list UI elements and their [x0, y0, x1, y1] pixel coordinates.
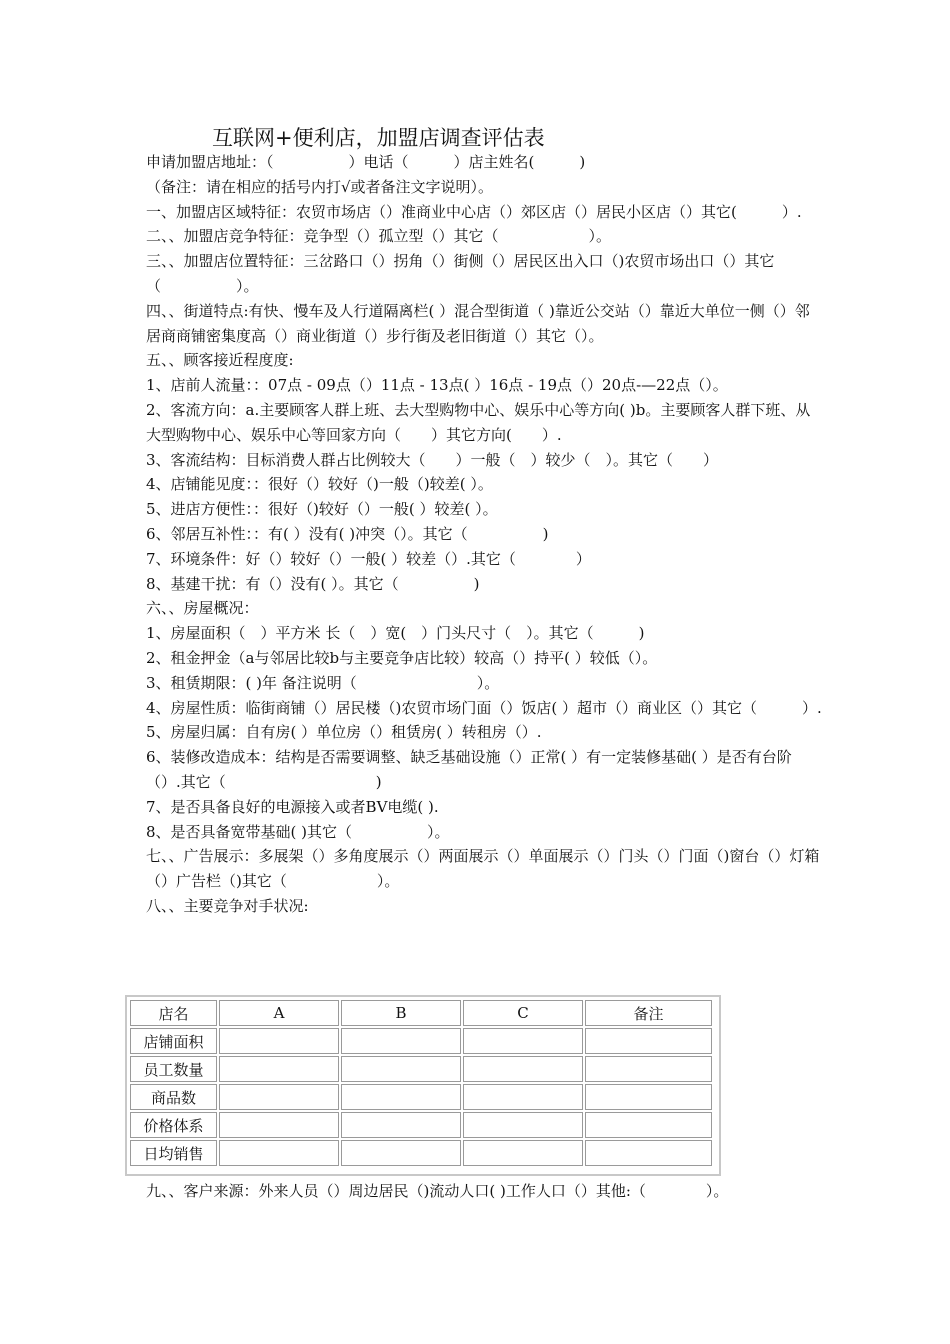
item-house-area: 1、房屋面积（ ）平方米 长（ ）宽( ）门头尺寸（ ）。其它（ )	[146, 624, 645, 643]
competitor-table	[128, 998, 714, 1168]
table-row	[130, 1056, 712, 1082]
table-cell[interactable]	[585, 1028, 712, 1054]
section-6-heading: 六、、房屋概况：	[146, 599, 259, 618]
section-9-customer-source: 九、、客户来源：外来人员（）周边居民（)流动人口( )工作人口（）其他:（ ）。	[146, 1182, 729, 1200]
item-power-supply: 7、是否具备良好的电源接入或者BV电缆( ).	[146, 797, 439, 816]
note-line: （备注：请在相应的括号内打√或者备注文字说明）。	[146, 177, 494, 196]
item-construction-interference: 8、基建干扰：有（）没有( ）。其它（ )	[146, 574, 480, 593]
document-title: 互联网+便利店，加盟店调查评估表	[212, 126, 545, 150]
table-cell[interactable]	[219, 1112, 339, 1138]
item-house-type: 4、房屋性质：临街商铺（）居民楼（)农贸市场门面（）饭店( ）超市（）商业区（）其它（ ）.	[146, 698, 822, 717]
table-cell[interactable]	[219, 1028, 339, 1054]
applicant-info-line: 申请加盟店地址：（ ）电话（ ）店主姓名( )	[146, 153, 586, 171]
table-cell[interactable]	[463, 1084, 583, 1110]
table-cell[interactable]	[341, 1140, 461, 1166]
table-cell[interactable]	[463, 1028, 583, 1054]
header-cell-b: B	[341, 1000, 461, 1026]
row-label-cell: 店铺面积	[130, 1028, 217, 1054]
table-row	[130, 1112, 712, 1138]
row-label-cell: 员工数量	[130, 1056, 217, 1082]
section-2-competition-features: 二、、加盟店竞争特征：竞争型（）孤立型（）其它（ ）。	[146, 227, 612, 246]
section-1-area-features: 一、加盟店区域特征：农贸市场店（）准商业中心店（）郊区店（）居民小区店（）其它( ）.	[146, 202, 802, 221]
table-cell[interactable]	[585, 1140, 712, 1166]
header-cell-notes: 备注	[585, 1000, 712, 1026]
item-broadband: 8、是否具备宽带基础( )其它（ ）。	[146, 822, 450, 841]
row-label-cell: 价格体系	[130, 1112, 217, 1138]
table-row	[130, 1084, 712, 1110]
item-rent-deposit: 2、租金押金（a与邻居比较b与主要竞争店比较）较高（）持平( ）较低（）。	[146, 648, 658, 667]
item-traffic-structure: 3、客流结构：目标消费人群占比例较大（ ）一般（ ）较少（ ）。其它（ ）	[146, 450, 719, 469]
table-cell[interactable]	[341, 1112, 461, 1138]
table-cell[interactable]	[341, 1028, 461, 1054]
table-cell[interactable]	[219, 1140, 339, 1166]
section-3-location-features: 三、、加盟店位置特征：三岔路口（）拐角（）街侧（）居民区出入口（)农贸市场出口（）其它（ ）。	[146, 252, 775, 295]
item-renovation-cost: 6、装修改造成本：结构是否需要调整、缺乏基础设施（）正常( ）有一定装修基础( ）是否有台阶（）.其它（ )	[146, 748, 792, 791]
header-cell-a: A	[219, 1000, 339, 1026]
item-neighbor-complement: 6、邻居互补性：：有( ）没有( )冲突（）。其它（ )	[146, 524, 549, 543]
survey-body	[146, 150, 822, 919]
item-lease-term: 3、租赁期限：( )年 备注说明（ ）。	[146, 673, 500, 692]
item-visibility: 4、店铺能见度：：很好（）较好（)一般（)较差( ）。	[146, 475, 493, 494]
table-cell[interactable]	[585, 1084, 712, 1110]
table-cell[interactable]	[341, 1084, 461, 1110]
table-cell[interactable]	[463, 1112, 583, 1138]
item-accessibility: 5、进店方便性：：很好（)较好（）一般( ）较差( ）。	[146, 500, 498, 519]
row-label-cell: 日均销售	[130, 1140, 217, 1166]
table-cell[interactable]	[341, 1056, 461, 1082]
section-4-street-features: 四、、街道特点:有快、慢车及人行道隔离栏( ）混合型街道（ )靠近公交站（）靠近大单位一侧（）邻居商商铺密集度高（）商业街道（）步行街及老旧街道（）其它（）。	[146, 301, 810, 345]
table-row	[130, 1028, 712, 1054]
section-5-heading: 五、、顾客接近程度度:	[146, 351, 294, 370]
table-cell[interactable]	[585, 1056, 712, 1082]
header-cell-c: C	[463, 1000, 583, 1026]
item-traffic-direction: 2、客流方向：a.主要顾客人群上班、去大型购物中心、娱乐中心等方向( )b。主要顾客人群下班、从大型购物中心、娱乐中心等回家方向（ ）其它方向( ）.	[146, 400, 811, 444]
table-cell[interactable]	[219, 1084, 339, 1110]
item-environment: 7、环境条件：好（）较好（）一般( ）较差（）.其它（ ）	[146, 549, 591, 568]
item-house-ownership: 5、房屋归属：自有房( ）单位房（）租赁房( ）转租房（）.	[146, 723, 542, 742]
header-cell-store-name: 店名	[130, 1000, 217, 1026]
section-8-heading: 八、、主要竞争对手状况:	[146, 896, 309, 915]
table-cell[interactable]	[463, 1140, 583, 1166]
section-7-advertising: 七、、广告展示：多展架（）多角度展示（）两面展示（）单面展示（）门头（）门面（)窗台（）灯箱（）广告栏（)其它（ ）。	[146, 847, 820, 891]
table-cell[interactable]	[585, 1112, 712, 1138]
item-foot-traffic: 1、店前人流量：：07点 - 09点（）11点 - 13点( ）16点 - 19点（）20点-—22点（）。	[146, 376, 728, 395]
table-header-row	[130, 1000, 712, 1026]
table-cell[interactable]	[463, 1056, 583, 1082]
table-cell[interactable]	[219, 1056, 339, 1082]
competitor-table-frame	[125, 995, 721, 1176]
row-label-cell: 商品数	[130, 1084, 217, 1110]
table-row	[130, 1140, 712, 1166]
